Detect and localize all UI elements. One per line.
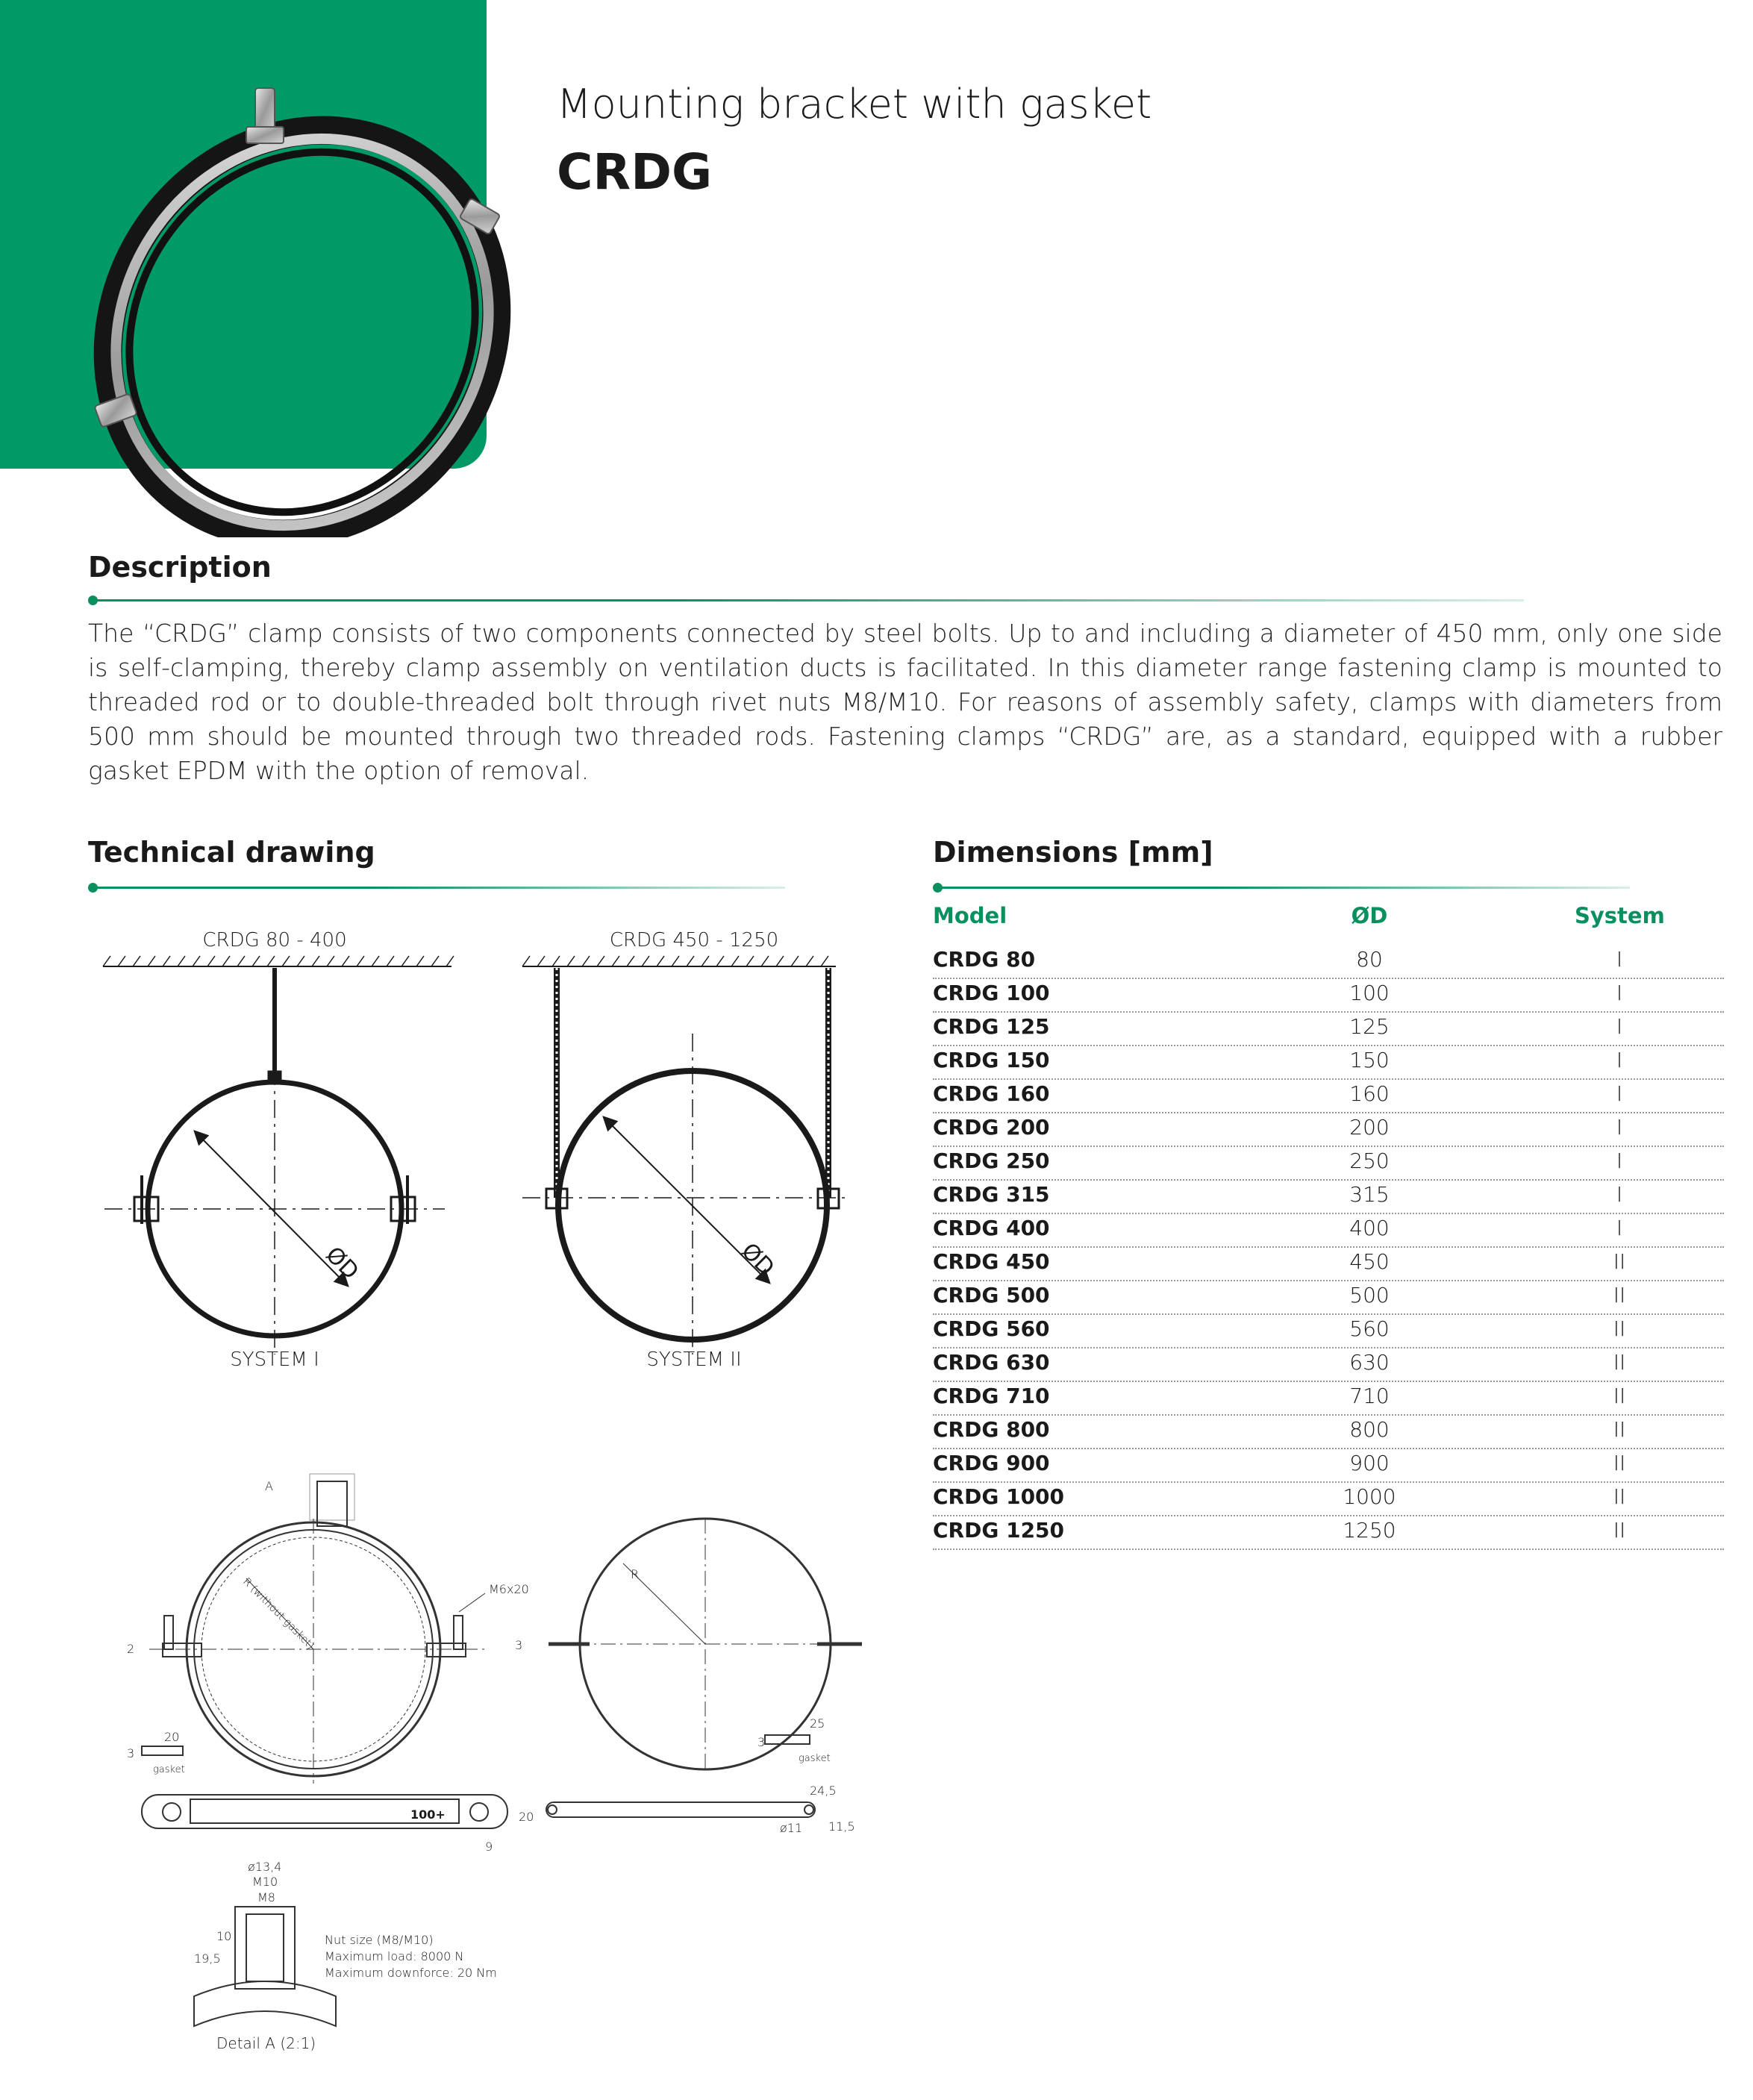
model-cell: CRDG 80	[933, 947, 1036, 972]
system-cell: II	[1613, 1451, 1626, 1475]
table-row	[933, 1246, 1724, 1281]
dim-25: 25	[810, 1716, 825, 1731]
dim-o11: ø11	[780, 1821, 803, 1835]
dim-19-5: 19,5	[194, 1951, 221, 1966]
model-cell: CRDG 400	[933, 1216, 1050, 1240]
dim-9: 9	[485, 1840, 493, 1854]
diameter-cell: 800	[1349, 1417, 1390, 1442]
product-image	[60, 75, 537, 537]
model-cell: CRDG 900	[933, 1451, 1050, 1475]
system-cell: II	[1613, 1316, 1626, 1341]
system-cell: II	[1613, 1249, 1626, 1274]
system-2-label: SYSTEM II	[646, 1349, 742, 1371]
table-row	[933, 1414, 1724, 1449]
table-row	[933, 1515, 1724, 1550]
column-header-diameter: ØD	[1351, 903, 1388, 928]
system-cell: I	[1616, 1048, 1623, 1072]
system-cell: II	[1613, 1283, 1626, 1307]
dim-24-5: 24,5	[810, 1784, 837, 1798]
diameter-cell: 630	[1349, 1350, 1390, 1375]
table-row	[933, 1045, 1724, 1080]
description-text: The “CRDG” clamp consists of two components connected by steel bolts. Up to and including a diameter of 450 mm, only one side is self-clamping, thereby clamp assembly on ventilation ducts is facilitated. In this diameter range fastening clamp is mounted to threaded rod or to double-threaded bolt through rivet nuts M8/M10. For reasons of assembly safety, clamps with diameters from 500 mm should be mounted through two threaded rods. Fastening clamps “CRDG” are, as a standard, equipped with a rubber gasket EPDM with the option of removal.	[88, 619, 1722, 785]
diameter-cell: 710	[1349, 1384, 1390, 1408]
description-heading: Description	[88, 551, 272, 584]
table-row	[933, 978, 1724, 1013]
diameter-cell: 80	[1356, 947, 1383, 972]
system-cell: I	[1616, 1216, 1623, 1240]
model-cell: CRDG 160	[933, 1081, 1050, 1106]
model-cell: CRDG 200	[933, 1115, 1050, 1140]
table-row	[933, 1179, 1724, 1214]
model-cell: CRDG 315	[933, 1182, 1050, 1207]
dimensions-rule	[936, 887, 1630, 889]
model-cell: CRDG 1000	[933, 1484, 1065, 1509]
system-cell: II	[1613, 1384, 1626, 1408]
table-row	[933, 1347, 1724, 1382]
diameter-cell: 500	[1349, 1283, 1390, 1307]
table-row	[933, 1481, 1724, 1516]
system-cell: II	[1613, 1518, 1626, 1543]
mark-100: 100+	[410, 1807, 446, 1822]
model-cell: CRDG 710	[933, 1384, 1050, 1408]
table-row	[933, 1146, 1724, 1181]
model-cell: CRDG 500	[933, 1283, 1050, 1307]
system-cell: I	[1616, 1149, 1623, 1173]
table-row	[933, 944, 1724, 979]
label-crdg-80-400: CRDG 80 - 400	[202, 929, 347, 951]
table-row	[933, 1213, 1724, 1248]
product-subtitle: Mounting bracket with gasket	[557, 81, 1152, 128]
dim-3c: 3	[757, 1735, 766, 1749]
diameter-cell: 250	[1349, 1149, 1390, 1173]
system-cell: I	[1616, 947, 1623, 972]
nut-size-label: Nut size (M8/M10)	[325, 1933, 434, 1947]
system-cell: I	[1616, 981, 1623, 1005]
dim-20a: 20	[164, 1730, 180, 1744]
m8-label: M8	[257, 1890, 275, 1904]
diameter-label-system-1: ØD	[320, 1241, 364, 1285]
detail-a-label: Detail A (2:1)	[216, 2034, 316, 2052]
diameter-cell: 1000	[1343, 1484, 1396, 1509]
diameter-cell: 900	[1349, 1451, 1390, 1475]
column-header-model: Model	[933, 903, 1007, 928]
table-row	[933, 1381, 1724, 1416]
dim-10: 10	[216, 1929, 232, 1943]
dim-3a: 3	[127, 1746, 135, 1760]
model-cell: CRDG 800	[933, 1417, 1050, 1442]
dim-o13-4: ø13,4	[248, 1860, 282, 1874]
label-crdg-450-1250: CRDG 450 - 1250	[609, 929, 779, 951]
diameter-cell: 100	[1349, 981, 1390, 1005]
model-cell: CRDG 100	[933, 981, 1050, 1005]
model-cell: CRDG 1250	[933, 1518, 1065, 1543]
gasket-label-a: gasket	[153, 1764, 185, 1775]
system-cell: I	[1616, 1081, 1623, 1106]
m10-label: M10	[252, 1875, 278, 1889]
diameter-cell: 200	[1349, 1115, 1390, 1140]
technical-drawing	[82, 907, 873, 2071]
r-without-gasket-label: R (without gasket)	[240, 1575, 317, 1652]
system-1-label: SYSTEM I	[230, 1349, 319, 1371]
system-cell: II	[1613, 1350, 1626, 1375]
product-code: CRDG	[557, 143, 713, 201]
r-label: R	[631, 1567, 640, 1581]
detail-a-marker: A	[265, 1479, 273, 1493]
system-cell: II	[1613, 1417, 1626, 1442]
model-cell: CRDG 150	[933, 1048, 1050, 1072]
diameter-cell: 400	[1349, 1216, 1390, 1240]
dim-11-5: 11,5	[828, 1819, 855, 1834]
model-cell: CRDG 125	[933, 1014, 1050, 1039]
model-cell: CRDG 250	[933, 1149, 1050, 1173]
dimensions-heading: Dimensions [mm]	[933, 836, 1213, 869]
diameter-cell: 315	[1349, 1182, 1390, 1207]
table-row	[933, 1112, 1724, 1147]
table-row	[933, 1313, 1724, 1349]
diameter-label-system-2: ØD	[736, 1237, 780, 1281]
dim-2: 2	[127, 1642, 135, 1656]
dim-20b: 20	[519, 1810, 534, 1824]
model-cell: CRDG 450	[933, 1249, 1050, 1274]
diameter-cell: 150	[1349, 1048, 1390, 1072]
diameter-cell: 560	[1349, 1316, 1390, 1341]
dim-3b: 3	[515, 1638, 523, 1652]
diameter-cell: 450	[1349, 1249, 1390, 1274]
system-cell: I	[1616, 1014, 1623, 1039]
diameter-cell: 1250	[1343, 1518, 1396, 1543]
table-row	[933, 1011, 1724, 1046]
system-cell: I	[1616, 1182, 1623, 1207]
model-cell: CRDG 560	[933, 1316, 1050, 1341]
description-rule	[91, 599, 1524, 601]
table-row	[933, 1078, 1724, 1113]
diameter-cell: 160	[1349, 1081, 1390, 1106]
technical-drawing-heading: Technical drawing	[88, 836, 375, 869]
m6x20-label: M6x20	[489, 1582, 529, 1596]
system-cell: I	[1616, 1115, 1623, 1140]
column-header-system: System	[1575, 903, 1665, 928]
max-load-label: Maximum load: 8000 N	[325, 1949, 464, 1963]
table-row	[933, 1280, 1724, 1315]
max-downforce-label: Maximum downforce: 20 Nm	[325, 1966, 497, 1980]
diameter-cell: 125	[1349, 1014, 1390, 1039]
table-row	[933, 1448, 1724, 1483]
model-cell: CRDG 630	[933, 1350, 1050, 1375]
technical-drawing-rule	[91, 887, 785, 889]
gasket-label-b: gasket	[799, 1753, 831, 1764]
system-cell: II	[1613, 1484, 1626, 1509]
